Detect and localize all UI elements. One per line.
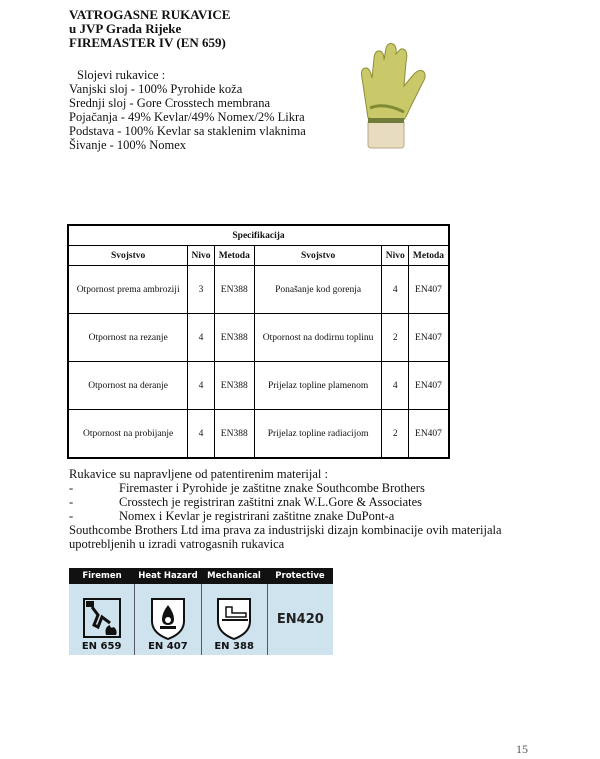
title-line: u JVP Grada Rijeke <box>69 21 182 36</box>
table-cell: 2 <box>382 410 409 459</box>
table-row <box>68 362 449 410</box>
column-header: Metoda <box>408 246 449 266</box>
materials-list <box>69 481 569 523</box>
standard-header: Heat Hazard <box>138 571 198 581</box>
table-cell: EN388 <box>214 266 254 314</box>
layer-item: Podstava - 100% Kevlar sa staklenim vlaknima <box>69 124 306 138</box>
table-cell: 4 <box>382 362 409 410</box>
table-cell: EN388 <box>214 362 254 410</box>
dash-bullet: - <box>69 481 74 495</box>
materials-section <box>69 467 569 551</box>
standard-heat-hazard <box>135 584 201 655</box>
standard-header: Mechanical <box>207 571 261 581</box>
table-cell: 4 <box>188 314 215 362</box>
table-cell: 3 <box>188 266 215 314</box>
column-header: Svojstvo <box>68 246 188 266</box>
standard-firemen <box>69 584 135 655</box>
dash-bullet: - <box>69 509 74 523</box>
standard-protective <box>268 584 333 655</box>
table-cell: EN388 <box>214 314 254 362</box>
table-cell: EN407 <box>408 314 449 362</box>
table-cell: Otpornost prema ambroziji <box>68 266 188 314</box>
table-cell: Otpornost na deranje <box>68 362 188 410</box>
dash-bullet: - <box>69 495 74 509</box>
materials-intro: Rukavice su napravljene od patentirenim materijal : <box>69 467 328 481</box>
layer-item: Vanjski sloj - 100% Pyrohide koža <box>69 82 243 96</box>
table-cell: EN388 <box>214 410 254 459</box>
list-item-text: Crosstech je registriran zaštitni znak W.L.Gore & Associates <box>119 495 423 509</box>
column-header: Metoda <box>214 246 254 266</box>
standards-strip <box>69 568 333 655</box>
firefighter-icon <box>80 595 124 641</box>
standard-header: Firemen <box>82 571 122 581</box>
table-cell: Prijelaz topline radiacijom <box>254 410 382 459</box>
layer-item: Šivanje - 100% Nomex <box>69 138 186 152</box>
layer-item: Srednji sloj - Gore Crosstech membrana <box>69 96 270 110</box>
table-cell: EN407 <box>408 266 449 314</box>
standard-mechanical <box>202 584 268 655</box>
document-title <box>69 8 230 50</box>
list-item-text: Nomex i Kevlar je registrirani zaštitne znake DuPont-a <box>119 509 395 523</box>
table-cell: 4 <box>382 266 409 314</box>
layer-item: Pojačanja - 49% Kevlar/49% Nomex/2% Likra <box>69 110 305 124</box>
materials-closing: Southcombe Brothers Ltd ima prava za industrijski dizajn kombinacije ovih materijala upotrebljenih u izradi vatrogasnih rukavica <box>69 523 502 551</box>
table-cell: Ponašanje kod gorenja <box>254 266 382 314</box>
table-cell: Otpornost na rezanje <box>68 314 188 362</box>
table-cell: Otpornost na dodirnu toplinu <box>254 314 382 362</box>
table-row <box>68 314 449 362</box>
table-cell: 2 <box>382 314 409 362</box>
page-number: 15 <box>516 742 528 756</box>
standard-code: EN 407 <box>148 641 188 652</box>
table-cell: 4 <box>188 362 215 410</box>
glove-layers <box>69 68 306 152</box>
list-item-text: Firemaster i Pyrohide je zaštitne znake Southcombe Brothers <box>119 481 425 495</box>
list-item <box>69 509 569 523</box>
list-item <box>69 495 569 509</box>
title-line: FIREMASTER IV (EN 659) <box>69 35 226 50</box>
standard-code: EN420 <box>276 612 324 627</box>
column-header: Nivo <box>382 246 409 266</box>
table-cell: EN407 <box>408 362 449 410</box>
standard-header: Protective <box>275 571 325 581</box>
specification-table <box>67 224 450 459</box>
hammer-shield-icon <box>214 595 254 641</box>
table-row <box>68 266 449 314</box>
title-line: VATROGASNE RUKAVICE <box>69 7 231 22</box>
layers-heading: Slojevi rukavice : <box>77 68 166 82</box>
table-cell: Prijelaz topline plamenom <box>254 362 382 410</box>
standard-code: EN 388 <box>214 641 254 652</box>
table-cell: Otpornost na probijanje <box>68 410 188 459</box>
standard-code: EN 659 <box>81 641 122 652</box>
column-header: Nivo <box>188 246 215 266</box>
table-cell: 4 <box>188 410 215 459</box>
table-row <box>68 410 449 459</box>
list-item <box>69 481 569 495</box>
flame-shield-icon <box>148 595 188 641</box>
table-title: Specifikacija <box>68 225 449 246</box>
table-cell: EN407 <box>408 410 449 459</box>
table-header-row <box>68 246 449 266</box>
glove-image <box>348 38 434 152</box>
column-header: Svojstvo <box>254 246 382 266</box>
